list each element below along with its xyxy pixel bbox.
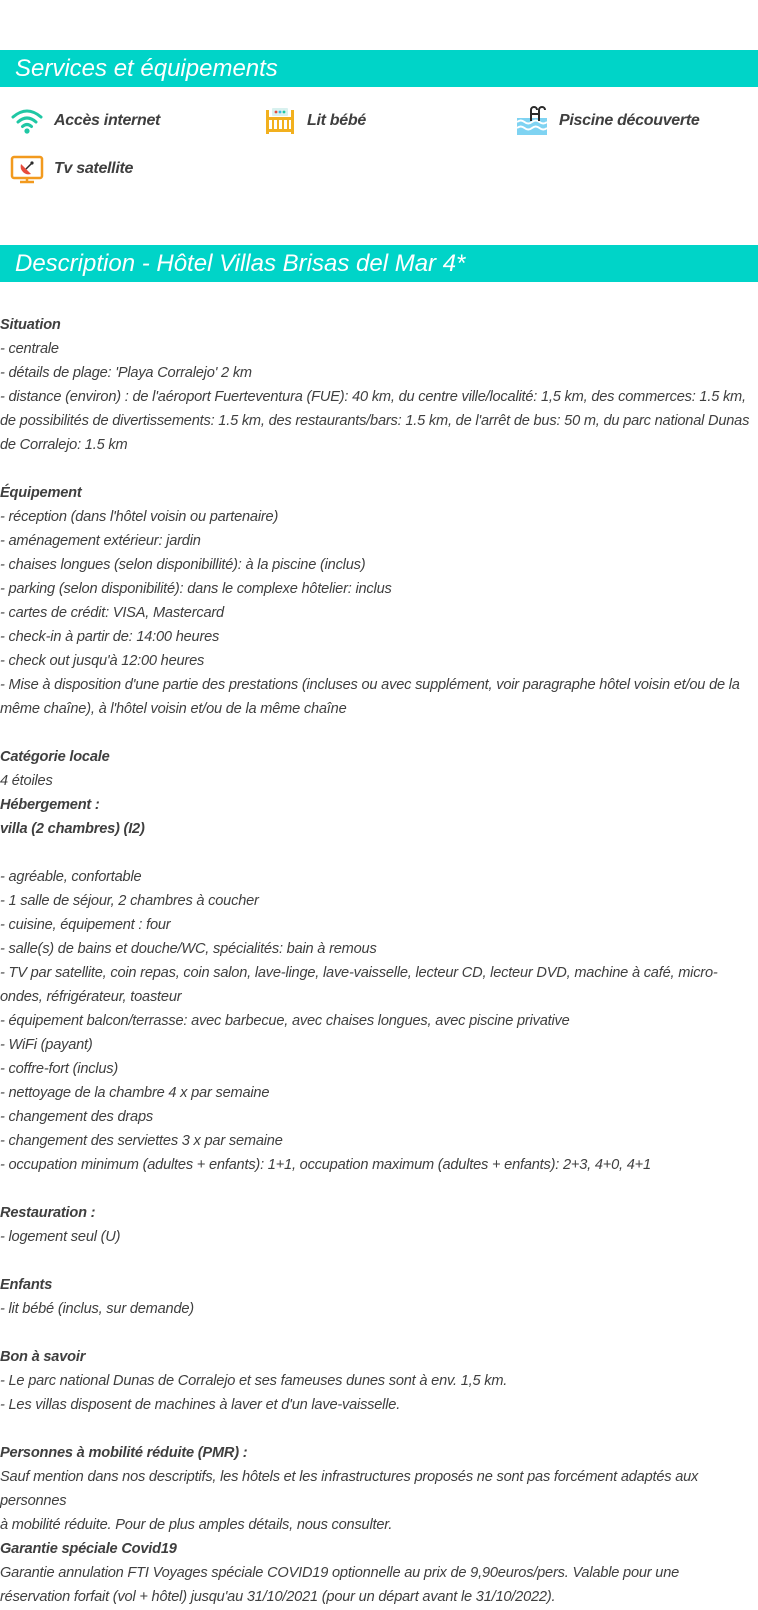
- description-line: - chaises longues (selon disponibillité): à la piscine (inclus): [0, 557, 366, 573]
- description-line: même chaîne), à l'hôtel voisin et/ou de la même chaîne: [0, 701, 347, 717]
- description-section-title: Description - Hôtel Villas Brisas del Mar 4*: [0, 245, 758, 282]
- description-line: - parking (selon disponibilité): dans le complexe hôtelier: inclus: [0, 581, 392, 597]
- blank-line: [0, 1177, 758, 1201]
- description-heading: Personnes à mobilité réduite (PMR) :: [0, 1445, 248, 1461]
- description-line: - 1 salle de séjour, 2 chambres à coucher: [0, 893, 259, 909]
- description-line: - aménagement extérieur: jardin: [0, 533, 201, 549]
- description-line: - équipement balcon/terrasse: avec barbecue, avec chaises longues, avec piscine privative: [0, 1013, 570, 1029]
- description-line: - Le parc national Dunas de Corralejo et ses fameuses dunes sont à env. 1,5 km.: [0, 1373, 508, 1389]
- amenity-pool: [505, 104, 699, 138]
- description-heading: Garantie spéciale Covid19: [0, 1541, 177, 1557]
- description-line: - détails de plage: 'Playa Corralejo' 2 km: [0, 365, 252, 381]
- description-line: - check-in à partir de: 14:00 heures: [0, 629, 220, 645]
- description-line: Sauf mention dans nos descriptifs, les hôtels et les infrastructures proposés ne sont pas forcément adaptés aux personnes: [0, 1469, 699, 1509]
- description-line: - WiFi (payant): [0, 1037, 93, 1053]
- description-line: - nettoyage de la chambre 4 x par semaine: [0, 1085, 270, 1101]
- blank-line: [0, 1417, 758, 1441]
- description-line: - cuisine, équipement : four: [0, 917, 171, 933]
- description-line: - changement des serviettes 3 x par semaine: [0, 1133, 283, 1149]
- amenity-label: Tv satellite: [54, 160, 134, 177]
- description-line: - réception (dans l'hôtel voisin ou partenaire): [0, 509, 279, 525]
- description-line: - cartes de crédit: VISA, Mastercard: [0, 605, 224, 621]
- description-heading: Restauration :: [0, 1205, 96, 1221]
- amenity-label: Piscine découverte: [559, 112, 700, 129]
- description-line: - coffre-fort (inclus): [0, 1061, 119, 1077]
- description-line: de possibilités de divertissements: 1.5 km, des restaurants/bars: 1.5 km, de l'arrêt de bus: 50 m, du parc national Dunas: [0, 413, 750, 429]
- description-heading: Enfants: [0, 1277, 53, 1293]
- blank-line: [0, 1321, 758, 1345]
- pool-icon: [515, 104, 549, 138]
- description-line: 4 étoiles: [0, 773, 53, 789]
- blank-line: [0, 457, 758, 481]
- blank-line: [0, 721, 758, 745]
- description-body: [0, 313, 758, 1609]
- description-heading: villa (2 chambres) (I2): [0, 821, 145, 837]
- satellite-tv-icon: [10, 152, 44, 186]
- amenity-internet: [0, 104, 160, 138]
- description-line: - salle(s) de bains et douche/WC, spécialités: bain à remous: [0, 941, 377, 957]
- description-heading: Situation: [0, 317, 61, 333]
- description-line: à mobilité réduite. Pour de plus amples détails, nous consulter.: [0, 1517, 393, 1533]
- description-line: - Les villas disposent de machines à laver et d'un lave-vaisselle.: [0, 1397, 401, 1413]
- description-line: ondes, réfrigérateur, toasteur: [0, 989, 182, 1005]
- description-heading: Bon à savoir: [0, 1349, 86, 1365]
- amenity-crib: [253, 104, 366, 138]
- description-line: Garantie annulation FTI Voyages spéciale COVID19 optionnelle au prix de 9,90euros/pers. Valable pour une: [0, 1565, 680, 1581]
- description-heading: Équipement: [0, 485, 82, 501]
- description-line: - centrale: [0, 341, 59, 357]
- description-line: - occupation minimum (adultes + enfants): 1+1, occupation maximum (adultes + enfants): 2+3, 4+0, 4+1: [0, 1157, 651, 1173]
- amenity-label: Lit bébé: [307, 112, 366, 129]
- description-line: - logement seul (U): [0, 1229, 121, 1245]
- description-line: - changement des draps: [0, 1109, 153, 1125]
- wifi-icon: [10, 104, 44, 138]
- description-heading: Catégorie locale: [0, 749, 110, 765]
- description-line: - agréable, confortable: [0, 869, 142, 885]
- description-line: - Mise à disposition d'une partie des prestations (incluses ou avec supplément, voir paragraphe hôtel voisin et/ou de la: [0, 677, 740, 693]
- description-line: - TV par satellite, coin repas, coin salon, lave-linge, lave-vaisselle, lecteur CD, lecteur DVD, machine à café, micro-: [0, 965, 718, 981]
- description-line: réservation forfait (vol + hôtel) jusqu'au 31/10/2021 (pour un départ avant le 31/10/2022).: [0, 1589, 556, 1605]
- description-line: de Corralejo: 1.5 km: [0, 437, 128, 453]
- blank-line: [0, 841, 758, 865]
- description-line: - check out jusqu'à 12:00 heures: [0, 653, 205, 669]
- blank-line: [0, 1249, 758, 1273]
- services-section-title: Services et équipements: [0, 50, 758, 87]
- crib-icon: [263, 104, 297, 138]
- description-line: - distance (environ) : de l'aéroport Fuerteventura (FUE): 40 km, du centre ville/localité: 1,5 km, des commerces: 1.5 km,: [0, 389, 746, 405]
- description-heading: Hébergement :: [0, 797, 100, 813]
- amenity-label: Accès internet: [54, 112, 161, 129]
- amenity-satellite-tv: [0, 152, 133, 186]
- description-line: - lit bébé (inclus, sur demande): [0, 1301, 194, 1317]
